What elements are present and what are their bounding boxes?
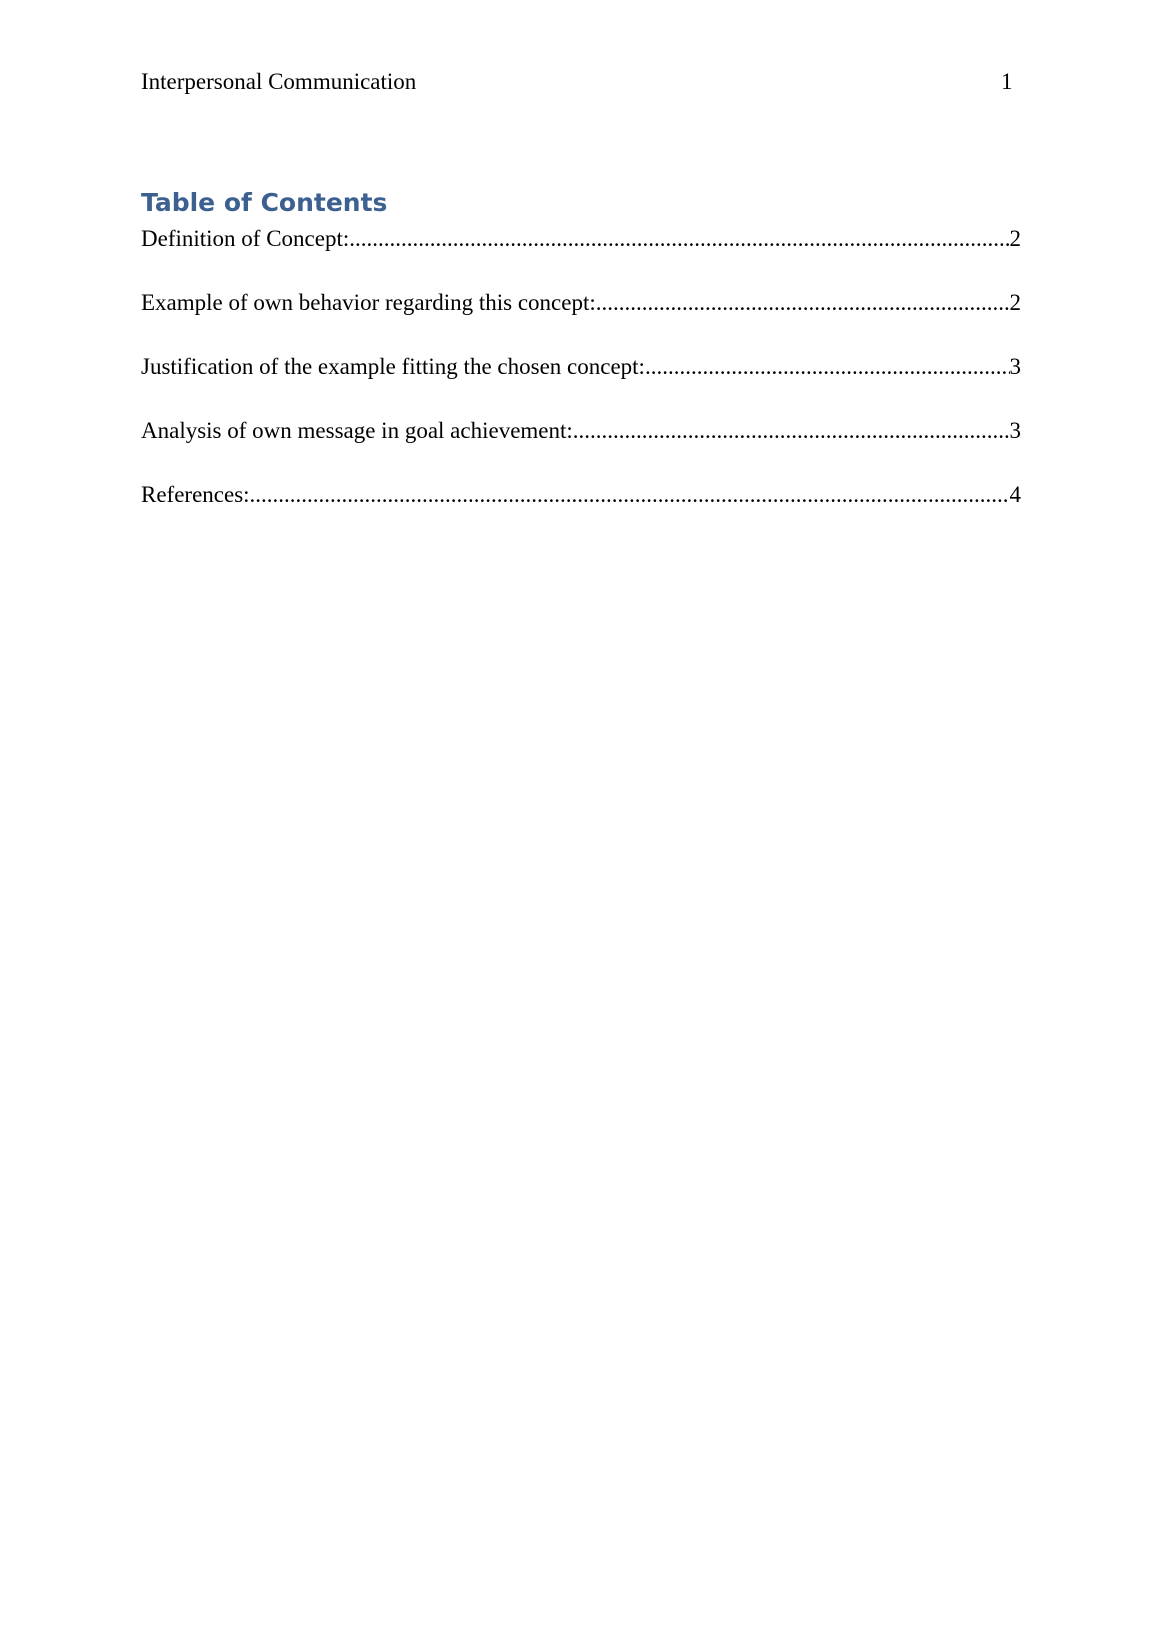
toc-entry-label: Analysis of own message in goal achievement: bbox=[141, 418, 573, 443]
toc-dot-leader bbox=[349, 224, 1009, 254]
running-header-title: Interpersonal Communication bbox=[141, 69, 417, 94]
toc-entry-label: Example of own behavior regarding this concept: bbox=[141, 290, 596, 315]
toc-entry-definition[interactable] bbox=[141, 224, 1021, 288]
toc-entry-page: 3 bbox=[1009, 418, 1021, 443]
toc-entry-label: Definition of Concept: bbox=[141, 226, 350, 251]
toc-dot-leader bbox=[596, 288, 1010, 318]
toc-heading: Table of Contents bbox=[141, 188, 388, 217]
toc-entry-page: 4 bbox=[1009, 482, 1021, 507]
table-of-contents bbox=[141, 224, 1021, 544]
toc-entry-references[interactable] bbox=[141, 480, 1021, 544]
toc-entry-label: References: bbox=[141, 482, 250, 507]
toc-entry-label: Justification of the example fitting the chosen concept: bbox=[141, 354, 645, 379]
toc-entry-justification[interactable] bbox=[141, 352, 1021, 416]
toc-entry-analysis[interactable] bbox=[141, 416, 1021, 480]
toc-dot-leader bbox=[573, 416, 1010, 446]
toc-dot-leader bbox=[645, 352, 1010, 382]
page-number: 1 bbox=[1001, 69, 1013, 94]
toc-entry-example[interactable] bbox=[141, 288, 1021, 352]
toc-entry-page: 2 bbox=[1009, 290, 1021, 315]
toc-entry-page: 2 bbox=[1009, 226, 1021, 251]
toc-dot-leader bbox=[250, 480, 1010, 510]
toc-entry-page: 3 bbox=[1009, 354, 1021, 379]
